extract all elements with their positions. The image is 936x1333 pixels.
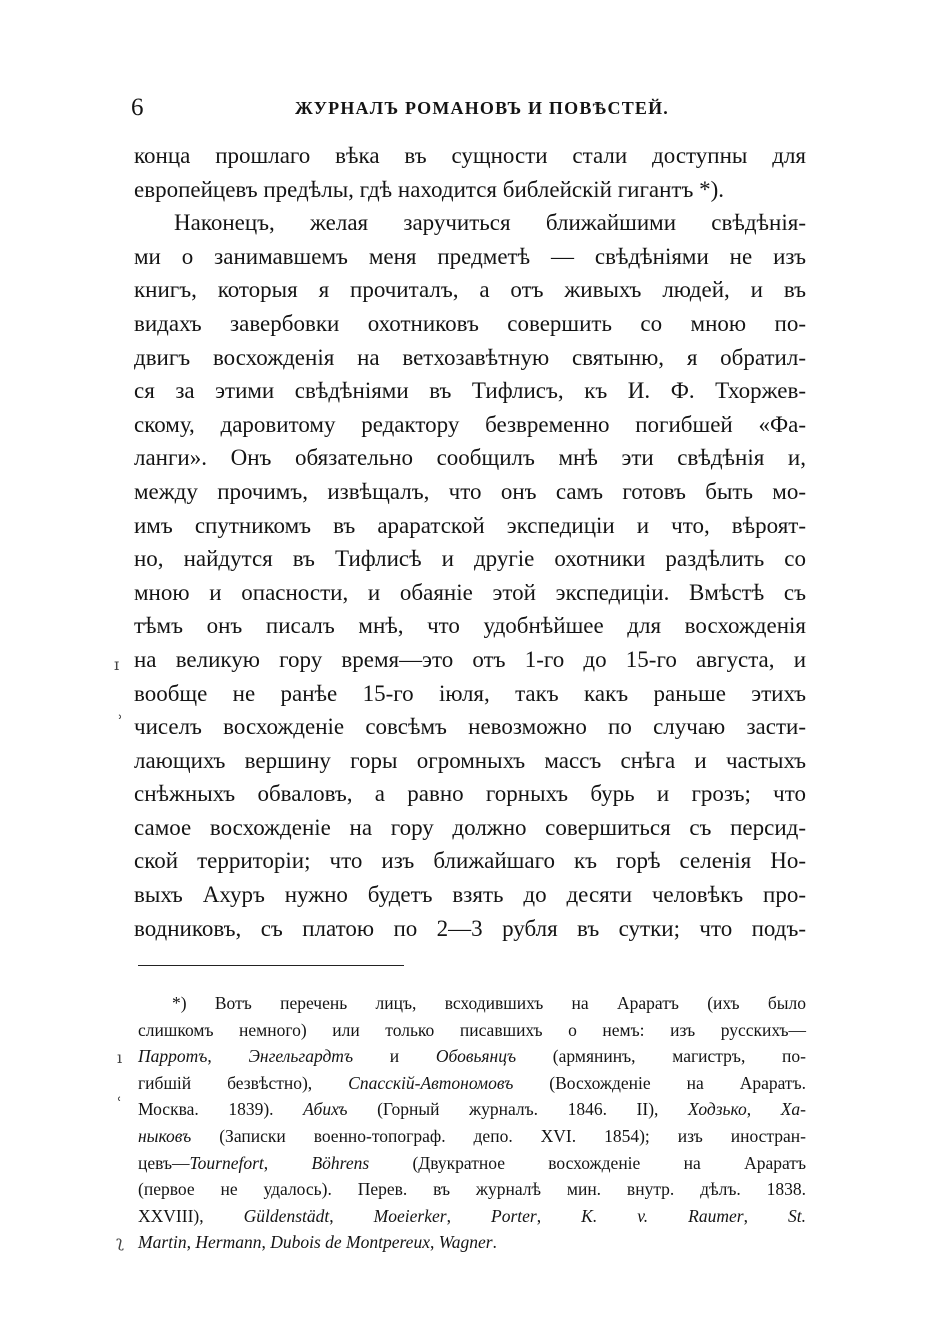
- margin-mark-glyph: ʾ: [118, 712, 123, 731]
- footnote-line: слишкомъ немного) или только писавшихъ о немъ: изъ русскихъ—: [138, 1019, 806, 1040]
- text-line: между прочимъ, извѣщалъ, что онъ самъ готовъ быть мо-: [134, 478, 806, 504]
- text-line: самое восхожденіе на гору должно совершиться съ персид-: [134, 814, 806, 840]
- footnote-line: XXVIII), Güldenstädt, Moeierker, Porter, K. v. Raumer, St.: [138, 1205, 806, 1226]
- text-line: двигъ восхожденія на ветхозавѣтную святыню, я обратил-: [134, 344, 806, 370]
- text-line: ской территоріи; что изъ ближайшаго къ горѣ селенія Но-: [134, 848, 806, 874]
- page-header: [131, 94, 806, 124]
- footnote-line: гибшій безвѣстно), Спасскій-Автономовъ (Восхожденіе на Араратъ.: [138, 1072, 806, 1093]
- margin-mark-glyph: ʅ: [116, 1232, 124, 1251]
- text-line: ся за этими свѣдѣніями въ Тифлисъ, къ И. Ф. Тхоржев-: [134, 378, 806, 404]
- text-line: тѣмъ онъ писалъ мнѣ, что удобнѣйшее для восхожденія: [134, 613, 806, 639]
- footnote-divider: [138, 965, 404, 966]
- text-line: европейцевъ предѣлы, гдѣ находится библейскій гигантъ *).: [134, 176, 725, 202]
- text-line: вообще не ранѣе 15-го іюля, такъ какъ раньше этихъ: [134, 680, 806, 706]
- running-title: ЖУРНАЛЪ РОМАНОВЪ И ПОВѢСТЕЙ.: [295, 98, 670, 118]
- text-line: чиселъ восхожденіе совсѣмъ невозможно по случаю засти-: [134, 714, 806, 740]
- footnote-line: (первое не удалось). Перев. въ журналѣ мин. внутр. дѣлъ. 1838.: [138, 1179, 806, 1200]
- margin-mark-glyph: ɪ: [114, 655, 120, 674]
- text-line: Наконецъ, желая заручиться ближайшими свѣдѣнія-: [174, 210, 806, 236]
- margin-mark-glyph: ʿ: [117, 1094, 122, 1113]
- text-line: ми о занимавшемъ меня предметѣ — свѣдѣніями не изъ: [134, 243, 806, 269]
- text-line: мною и опасности, и обаяніе этой экспедиціи. Вмѣстѣ съ: [134, 579, 806, 605]
- text-line: выхъ Ахуръ нужно будетъ взять до десяти человѣкъ про-: [134, 882, 806, 908]
- text-line: снѣжныхъ обваловъ, а равно горныхъ бурь и грозъ; что: [134, 781, 806, 807]
- text-line: конца прошлаго вѣка въ сущности стали доступны для: [134, 143, 806, 168]
- footnote-line: Парротъ, Энгельгардтъ и Обовьянцъ (армянинъ, магистръ, по-: [138, 1046, 806, 1067]
- footnote: [138, 990, 806, 1256]
- text-line: водниковъ, съ платою по 2—3 рубля въ сутки; что подъ-: [134, 915, 806, 941]
- footnote-line: *) Вотъ перечень лицъ, всходившихъ на Араратъ (ихъ было: [172, 993, 806, 1013]
- text-line: ланги». Онъ обязательно сообщилъ мнѣ эти свѣдѣнія и,: [134, 445, 806, 471]
- footnote-line: Москва. 1839). Абихъ (Горный журналъ. 1846. II), Ходзько, Ха-: [138, 1099, 807, 1120]
- text-line: имъ спутникомъ въ араратской экспедиціи и что, вѣроят-: [134, 512, 806, 538]
- text-line: на великую гору время—это отъ 1-го до 15-го августа, и: [134, 646, 806, 672]
- text-line: скому, даровитому редактору безвременно погибшей «Фа-: [134, 411, 806, 437]
- footnote-line: цевъ—Tournefort, Böhrens (Двукратное восхожденіе на Араратъ: [138, 1152, 807, 1173]
- body-text: [134, 139, 806, 945]
- text-line: но, найдутся въ Тифлисѣ и другіе охотники раздѣлить со: [134, 546, 806, 572]
- page-number: 6: [131, 94, 144, 121]
- text-line: видахъ завербовки охотниковъ совершить со мною по-: [134, 310, 806, 336]
- text-line: лающихъ вершину горы огромныхъ массъ снѣга и частыхъ: [134, 747, 806, 773]
- margin-mark-glyph: ı: [117, 1048, 123, 1067]
- footnote-line: ныковъ (Записки военно-топограф. депо. XVI. 1854); изъ иностран-: [138, 1125, 806, 1146]
- footnote-line: Martin, Hermann, Dubois de Montpereux, Wagner.: [138, 1232, 497, 1253]
- text-line: книгъ, которыя я прочиталъ, а отъ живыхъ людей, и въ: [134, 277, 806, 303]
